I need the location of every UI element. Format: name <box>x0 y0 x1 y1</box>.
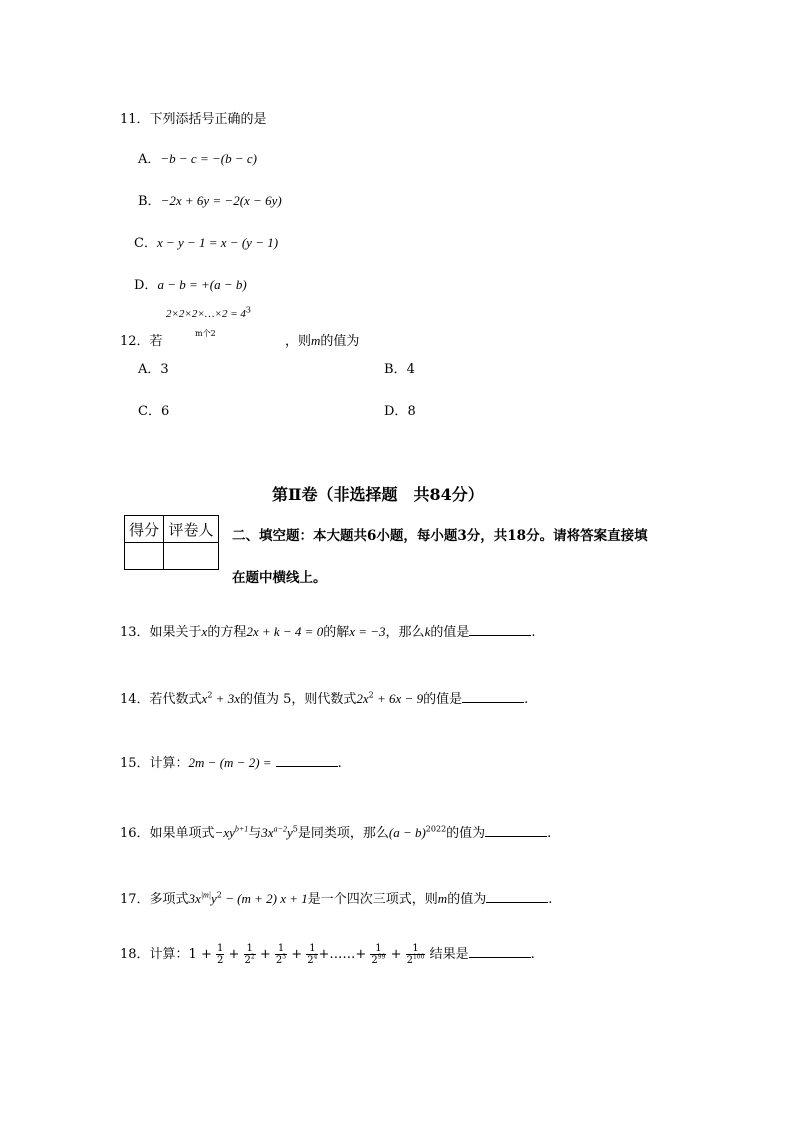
score-header: 得分 <box>125 516 164 543</box>
q18: 18．计算：1 + $\frac{1}{2}$ + $\frac{1}{2^2}$ + $\frac{1}{2^3}$ + $\frac{1}{2^4}$ +……+ $\frac{1}{2^{99}}$ + $\frac{1}{2^{100}}$ 结果是 . <box>120 943 535 966</box>
q12-option-d: D．8 <box>384 404 416 419</box>
q11-option-a <box>138 148 257 167</box>
option-label: C． <box>134 236 157 251</box>
q12-var: m <box>311 333 321 348</box>
q16: 16．如果单项式$-xy^{b+1}$与$3x^{a-2}y^5$是同类项，那么$(a - b)^{2022}$的值为 . <box>120 824 552 841</box>
q14: 14．若代数式$x^2 + 3x$的值为 5，则代数式$2x^2 + 6x - 9$的值是 . <box>120 690 529 707</box>
option-label: A． <box>138 152 161 167</box>
fraction: $\frac{1}{2}$ <box>216 943 224 966</box>
q12-option-a: A．3 <box>138 362 169 377</box>
answer-blank[interactable] <box>486 901 548 903</box>
q12-formula-top: 2×2×2×…×2 = 4 <box>166 308 246 320</box>
option-expr: −b − c = −(b − c) <box>160 151 257 166</box>
answer-blank[interactable] <box>469 634 531 636</box>
option-expr: −2x + 6y = −2(x − 6y) <box>160 193 282 208</box>
answer-blank[interactable] <box>276 765 338 767</box>
grader-cell <box>164 543 219 570</box>
q11-option-c <box>134 232 278 251</box>
q13: 13．如果关于x的方程2x + k − 4 = 0的解x = −3，那么k的值是 . <box>120 624 536 640</box>
option-expr: a − b = +(a − b) <box>157 277 247 292</box>
q17: 17．多项式$3x^{|m|}y^2 - (m + 2) x + 1$是一个四次三项式，则m的值为 . <box>120 890 553 907</box>
fraction: $\frac{1}{2^{100}}$ <box>406 943 425 966</box>
answer-blank[interactable] <box>462 701 524 703</box>
part2-title: 第Ⅱ卷（非选择题 共84分） <box>272 485 484 504</box>
q11-stem: 11．下列添括号正确的是 <box>120 112 267 127</box>
q12-stem-prefix: 12．若 <box>120 334 163 349</box>
option-label: D． <box>134 278 158 293</box>
fraction: $\frac{1}{2^4}$ <box>307 943 318 966</box>
q12-option-c: C．6 <box>138 404 170 419</box>
score-table <box>124 515 219 570</box>
option-label: B． <box>138 194 161 209</box>
q12-stem-suffix: ，则m的值为 <box>285 333 360 349</box>
grader-header: 评卷人 <box>164 516 219 543</box>
q11-option-d <box>134 274 247 293</box>
q11-option-b <box>138 190 282 209</box>
fraction: $\frac{1}{2^3}$ <box>275 943 287 966</box>
fraction: $\frac{1}{2^2}$ <box>244 943 255 966</box>
fraction: $\frac{1}{2^{99}}$ <box>371 943 386 966</box>
section2-instruction-line1: 二、填空题：本大题共6小题，每小题3分，共18分。请将答案直接填 <box>232 528 648 544</box>
option-expr: x − y − 1 = x − (y − 1) <box>156 235 279 250</box>
score-cell <box>125 543 164 570</box>
q12-option-b: B．4 <box>384 362 415 377</box>
q15: 15．计算：2m − (m − 2) = . <box>120 755 342 771</box>
section2-instruction-line2: 在题中横线上。 <box>232 570 327 586</box>
q12-formula-under: m个2 <box>195 329 216 338</box>
answer-blank[interactable] <box>469 956 531 958</box>
q12-formula <box>166 307 251 320</box>
answer-blank[interactable] <box>485 835 547 837</box>
q12-formula-exp: 3 <box>245 305 251 315</box>
